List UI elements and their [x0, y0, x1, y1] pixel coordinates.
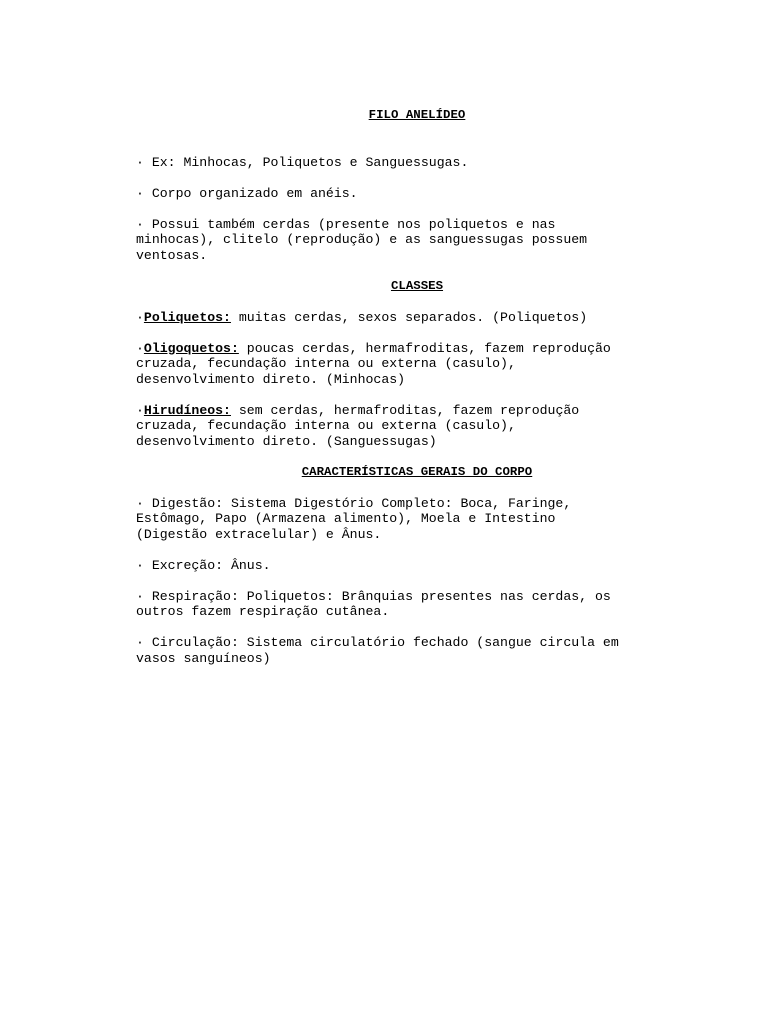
document-title: FILO ANELÍDEO — [368, 108, 466, 122]
spacer — [136, 124, 696, 155]
bullet: · — [136, 309, 144, 325]
spacer — [136, 480, 696, 496]
spacer — [136, 325, 696, 341]
spacer — [136, 263, 696, 279]
class-name: Oligoquetos: — [143, 340, 239, 356]
class-item-hirudineos — [136, 403, 696, 450]
spacer — [136, 294, 696, 310]
class-item-poliquetos — [136, 310, 696, 326]
document-page — [136, 108, 696, 666]
class-item-oligoquetos — [136, 341, 696, 388]
spacer — [136, 387, 696, 403]
intro-body-organization: · Corpo organizado em anéis. — [136, 185, 358, 201]
class-name: Poliquetos: — [143, 309, 231, 325]
spacer — [136, 573, 696, 589]
bullet: · — [136, 340, 144, 356]
spacer — [136, 170, 696, 186]
classes-heading: CLASSES — [390, 278, 444, 293]
characteristic-respiration: · Respiração: Poliquetos: Brânquias presentes nas cerdas, os outros fazem respiração cutânea. — [136, 588, 611, 619]
bullet: · — [136, 402, 144, 418]
spacer — [136, 449, 696, 465]
spacer — [136, 201, 696, 217]
spacer — [136, 542, 696, 558]
intro-structures: · Possui também cerdas (presente nos poliquetos e nas minhocas), clitelo (reprodução) e as sanguessugas possuem ventosas. — [136, 216, 588, 263]
class-description: sem cerdas, hermafroditas, fazem reprodução cruzada, fecundação interna ou externa (casulo), desenvolvimento direto. (Sanguessugas) — [136, 402, 580, 449]
characteristic-excretion: · Excreção: Ânus. — [136, 557, 271, 573]
class-description: poucas cerdas, hermafroditas, fazem reprodução cruzada, fecundação interna ou externa (casulo), desenvolvimento direto. (Minhocas) — [136, 340, 611, 387]
characteristics-heading: CARACTERÍSTICAS GERAIS DO CORPO — [301, 464, 533, 479]
intro-examples: · Ex: Minhocas, Poliquetos e Sanguessugas. — [136, 154, 469, 170]
class-description: muitas cerdas, sexos separados. (Poliquetos) — [230, 309, 588, 325]
characteristic-digestion: · Digestão: Sistema Digestório Completo: Boca, Faringe, Estômago, Papo (Armazena alimento), Moela e Intestino (Digestão extracelular) e Ânus. — [136, 495, 572, 542]
spacer — [136, 620, 696, 636]
class-name: Hirudíneos: — [143, 402, 231, 418]
characteristic-circulation: · Circulação: Sistema circulatório fechado (sangue circula em vasos sanguíneos) — [136, 635, 619, 666]
